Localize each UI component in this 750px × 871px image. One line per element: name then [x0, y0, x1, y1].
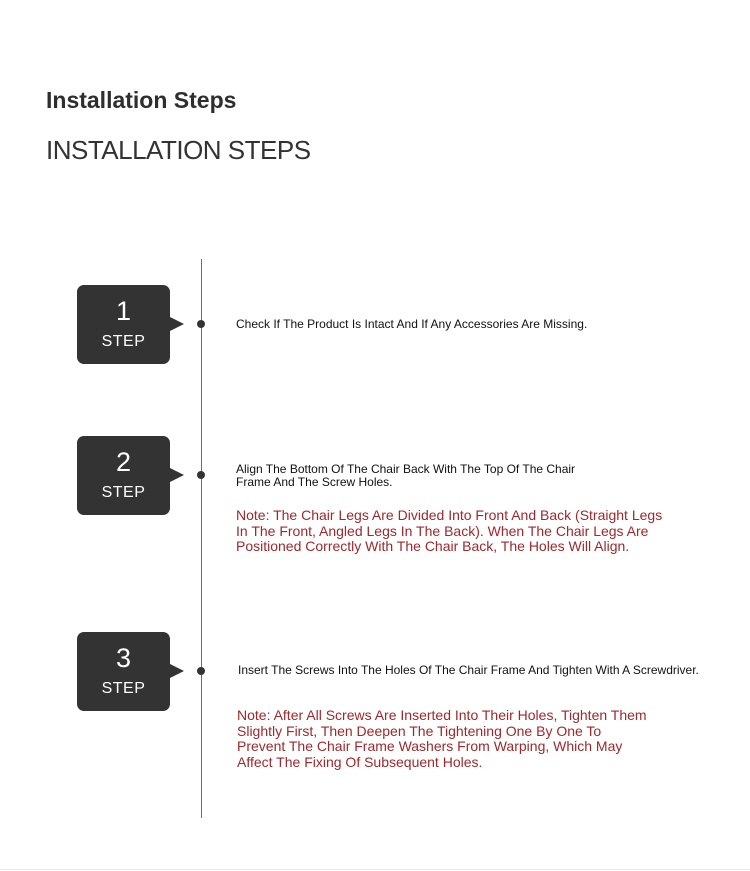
step-pointer-3	[170, 664, 184, 678]
step-label-3: STEP	[101, 680, 146, 697]
step-label-2: STEP	[101, 484, 146, 501]
step-instruction-1: Check If The Product Is Intact And If Any Accessories Are Missing.	[236, 317, 588, 331]
step-instruction-3: Insert The Screws Into The Holes Of The Chair Frame And Tighten With A Screwdriver.	[238, 663, 699, 677]
step-badge-2	[77, 436, 170, 515]
step-pointer-1	[170, 317, 184, 331]
timeline-line	[201, 259, 202, 818]
bottom-divider	[0, 869, 750, 870]
page-subtitle: INSTALLATION STEPS	[46, 135, 311, 165]
step-badge-3	[77, 632, 170, 711]
timeline-dot-2	[197, 471, 205, 479]
step-number-2: 2	[115, 447, 132, 477]
step-badge-1	[77, 285, 170, 364]
step-label-1: STEP	[101, 333, 146, 350]
step-note-3: Note: After All Screws Are Inserted Into Their Holes, Tighten Them Slightly First, Then Deepen The Tightening One By One To Prevent The Chair Frame Washers From Warping, Which May Affect The Fixing Of Subsequent Holes.	[237, 707, 647, 770]
timeline-dot-1	[197, 320, 205, 328]
timeline-dot-3	[197, 667, 205, 675]
step-note-2: Note: The Chair Legs Are Divided Into Front And Back (Straight Legs In The Front, Angled Legs In The Back). When The Chair Legs Are Positioned Correctly With The Chair Back, The Holes Will Align.	[236, 507, 663, 554]
step-pointer-2	[170, 468, 184, 482]
step-instruction-2: Align The Bottom Of The Chair Back With The Top Of The Chair Frame And The Screw Holes.	[236, 462, 576, 489]
step-number-1: 1	[115, 296, 132, 326]
step-number-3: 3	[115, 643, 132, 673]
page-title: Installation Steps	[46, 87, 237, 113]
